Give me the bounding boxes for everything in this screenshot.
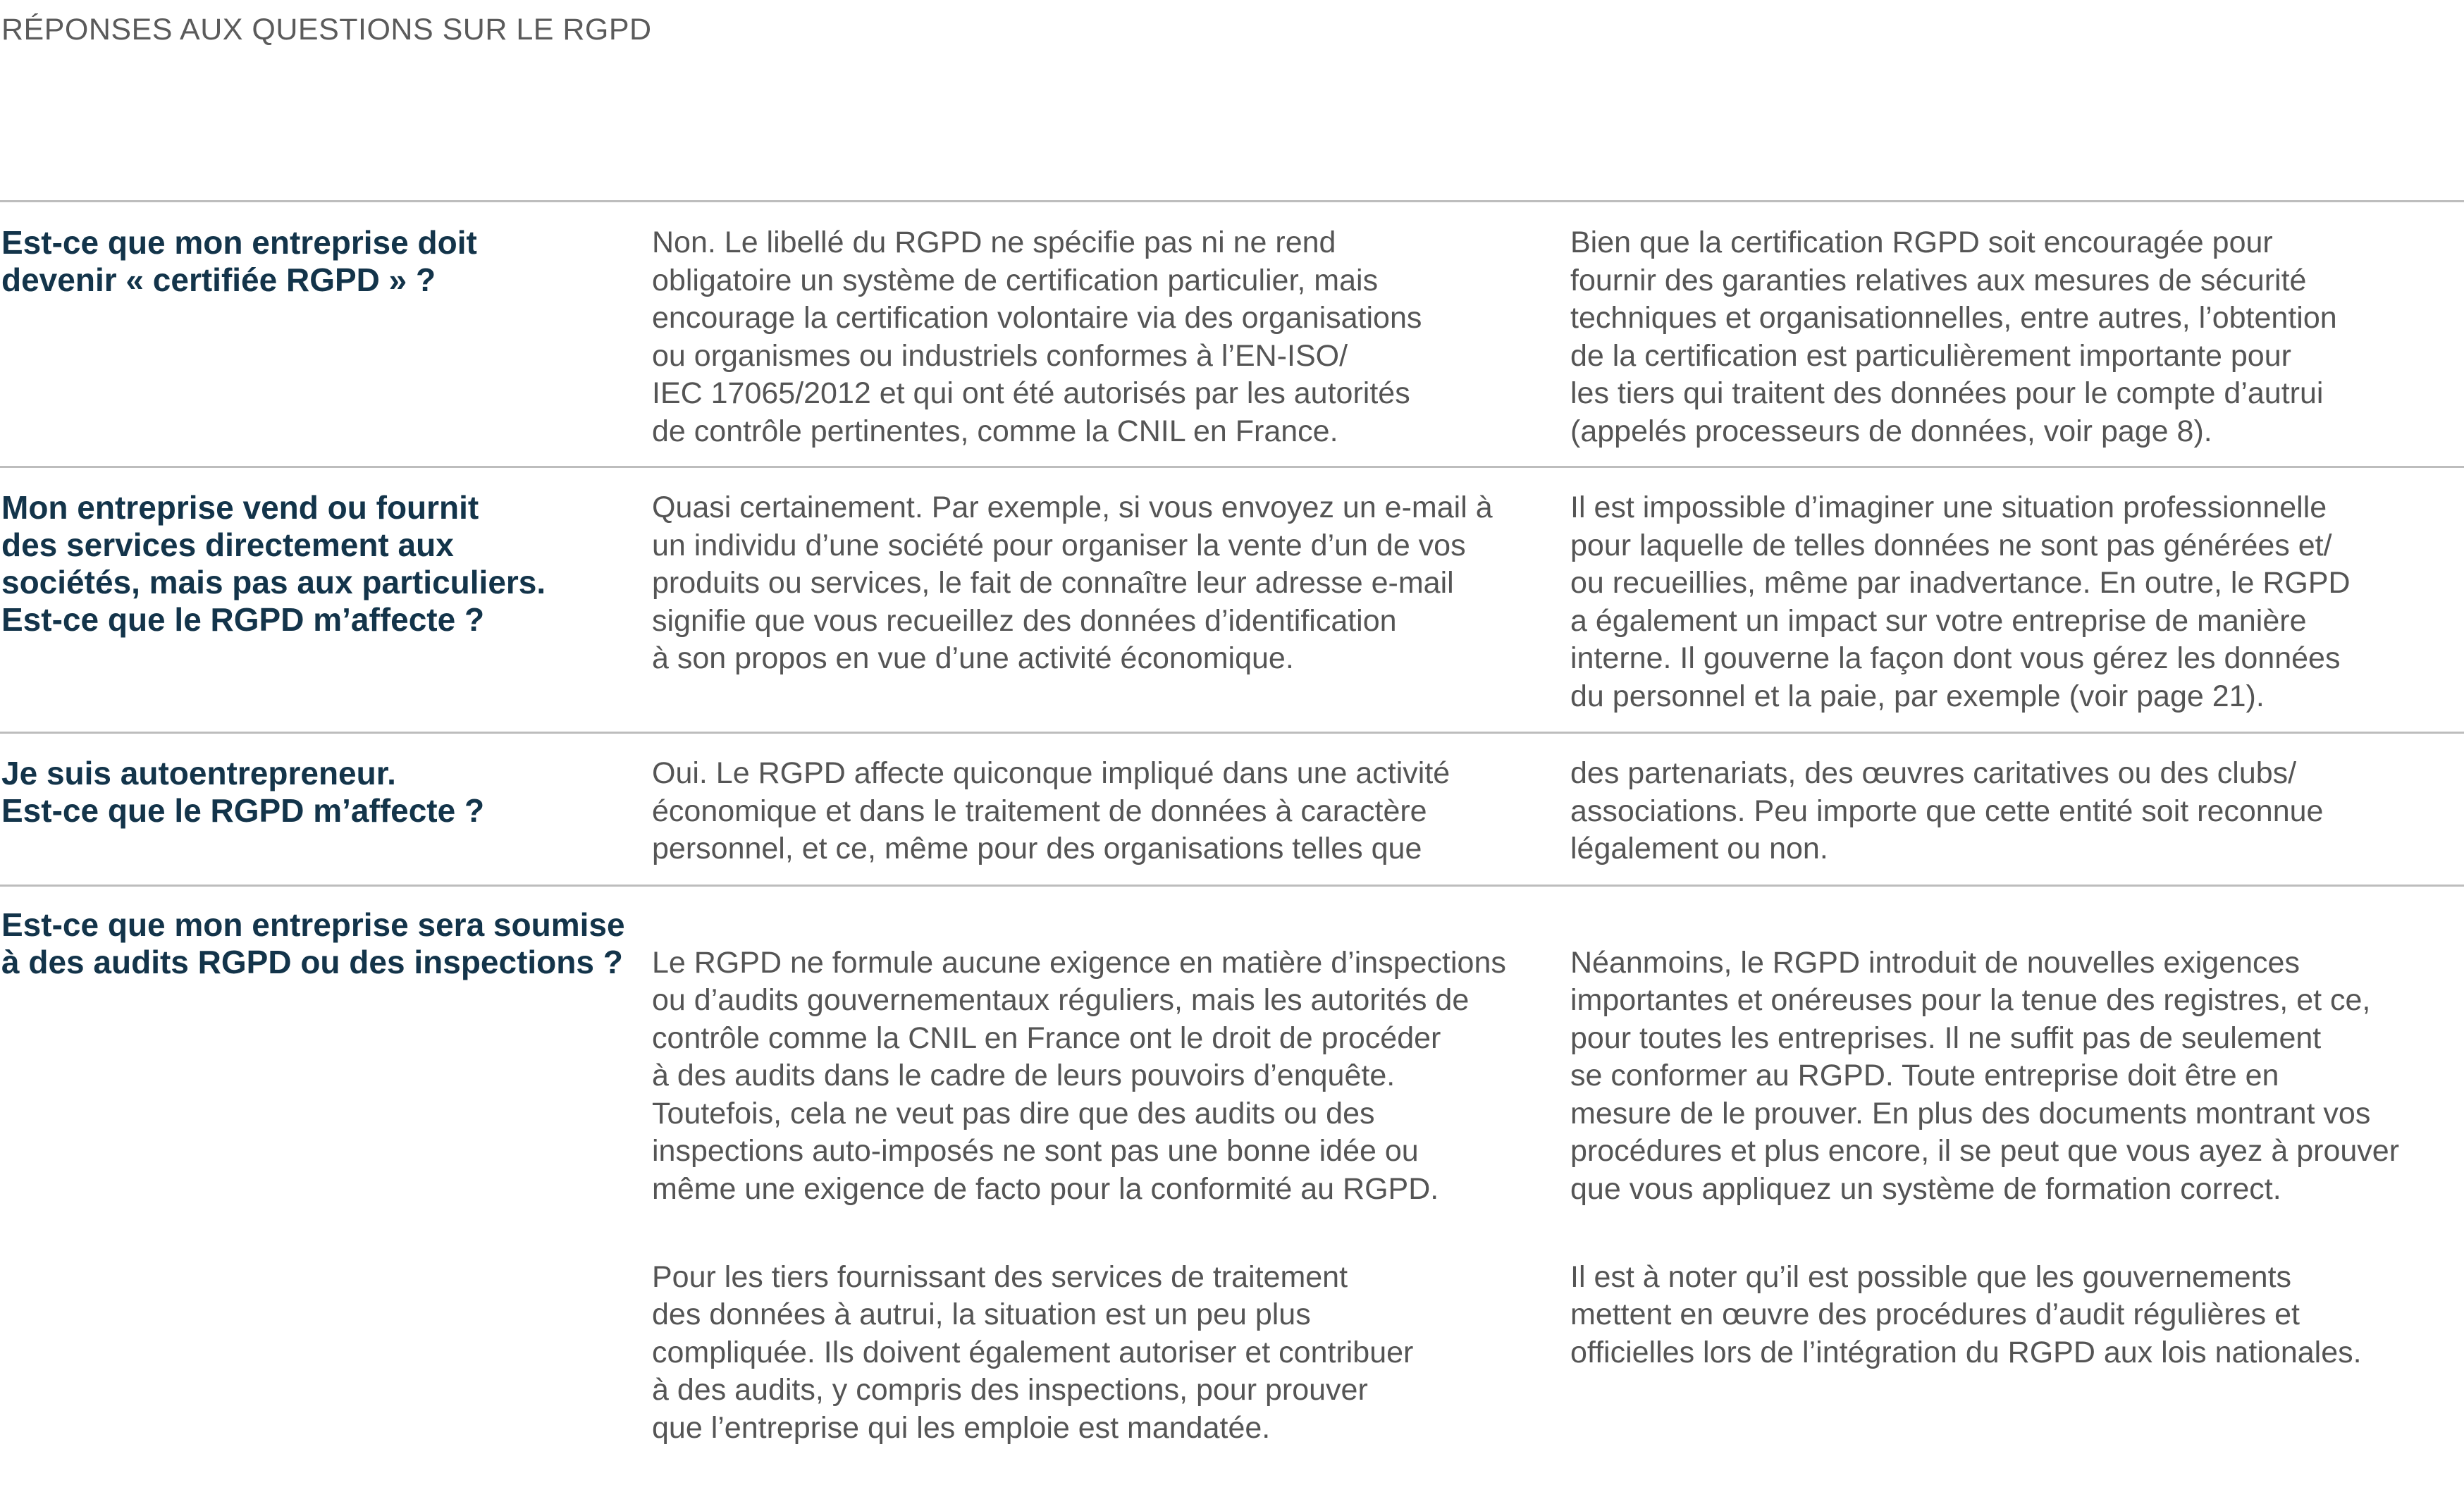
faq-answer-column-1 bbox=[652, 906, 1540, 1485]
faq-question: Mon entreprise vend ou fournit des services directement aux sociétés, mais pas aux particuliers. Est-ce que le RGPD m’affecte ? bbox=[1, 489, 546, 638]
faq-question: Je suis autoentrepreneur. Est-ce que le RGPD m’affecte ? bbox=[1, 755, 485, 829]
faq-table bbox=[0, 200, 2464, 1445]
faq-answer-column-2: Bien que la certification RGPD soit encouragée pour fournir des garanties relatives aux mesures de sécurité techniques et organisationnelles, entre autres, l’obtention de la certification est particulièrement importante pour les tiers qui traitent des données pour le compte d’autrui (appelés processeurs de données, voir page 8). bbox=[1570, 226, 2337, 448]
faq-row-audits bbox=[0, 885, 2464, 1445]
faq-row-b2b bbox=[0, 466, 2464, 732]
faq-row-autoentrepreneur bbox=[0, 732, 2464, 885]
faq-answer-column-1: Oui. Le RGPD affecte quiconque impliqué dans une activité économique et dans le traitement de données à caractère personnel, et ce, même pour des organisations telles que bbox=[652, 756, 1450, 865]
faq-answer-column-2: des partenariats, des œuvres caritatives ou des clubs/ associations. Peu importe que cette entité soit reconnue légalement ou non. bbox=[1570, 756, 2324, 865]
faq-row-certification bbox=[0, 200, 2464, 466]
faq-answer-paragraph: Néanmoins, le RGPD introduit de nouvelles exigences importantes et onéreuses pour la tenue des registres, et ce, pour toutes les entreprises. Il ne suffit pas de seulement se conformer au RGPD. Toute entreprise doit être en mesure de le prouver. En plus des documents montrant vos procédures et plus encore, il se peut que vous ayez à prouver que vous appliquez un système de formation correct. bbox=[1570, 945, 2400, 1206]
faq-answer-column-2: Il est impossible d’imaginer une situation professionnelle pour laquelle de telles données ne sont pas générées et/ ou recueillies, même par inadvertance. En outre, le RGPD a également un impact sur votre entreprise de manière interne. Il gouverne la façon dont vous gérez les données du personnel et la paie, par exemple (voir page 21). bbox=[1570, 491, 2351, 713]
faq-question: Est-ce que mon entreprise sera soumise à des audits RGPD ou des inspections ? bbox=[1, 906, 625, 980]
page-header-title: RÉPONSES AUX QUESTIONS SUR LE RGPD bbox=[1, 13, 652, 47]
faq-question: Est-ce que mon entreprise doit devenir « certifiée RGPD » ? bbox=[1, 224, 477, 298]
faq-answer-paragraph: Pour les tiers fournissant des services de traitement des données à autrui, la situation est un peu plus compliquée. Ils doivent également autoriser et contribuer à des audits, y compris des inspections, pour prouver que l’entreprise qui les emploie est mandatée. bbox=[652, 1259, 1414, 1445]
faq-answer-paragraph: Il est à noter qu’il est possible que les gouvernements mettent en œuvre des procédures d’audit régulières et officielles lors de l’intégration du RGPD aux lois nationales. bbox=[1570, 1259, 2362, 1369]
faq-answer-column-2 bbox=[1570, 906, 2458, 1410]
faq-answer-column-1: Non. Le libellé du RGPD ne spécifie pas ni ne rend obligatoire un système de certification particulier, mais encourage la certification volontaire via des organisations ou organismes ou industriels conformes à l’EN-ISO/ IEC 17065/2012 et qui ont été autorisés par les autorités de contrôle pertinentes, comme la CNIL en France. bbox=[652, 226, 1422, 448]
faq-answer-column-1: Quasi certainement. Par exemple, si vous envoyez un e-mail à un individu d’une société pour organiser la vente d’un de vos produits ou services, le fait de connaître leur adresse e-mail signifie que vous recueillez des données d’identification à son propos en vue d’une activité économique. bbox=[652, 491, 1493, 675]
faq-answer-paragraph: Le RGPD ne formule aucune exigence en matière d’inspections ou d’audits gouvernementaux réguliers, mais les autorités de contrôle comme la CNIL en France ont le droit de procéder à des audits dans le cadre de leurs pouvoirs d’enquête. Toutefois, cela ne veut pas dire que des audits ou des inspections auto-imposés ne sont pas une bonne idée ou même une exigence de facto pour la conformité au RGPD. bbox=[652, 945, 1506, 1206]
